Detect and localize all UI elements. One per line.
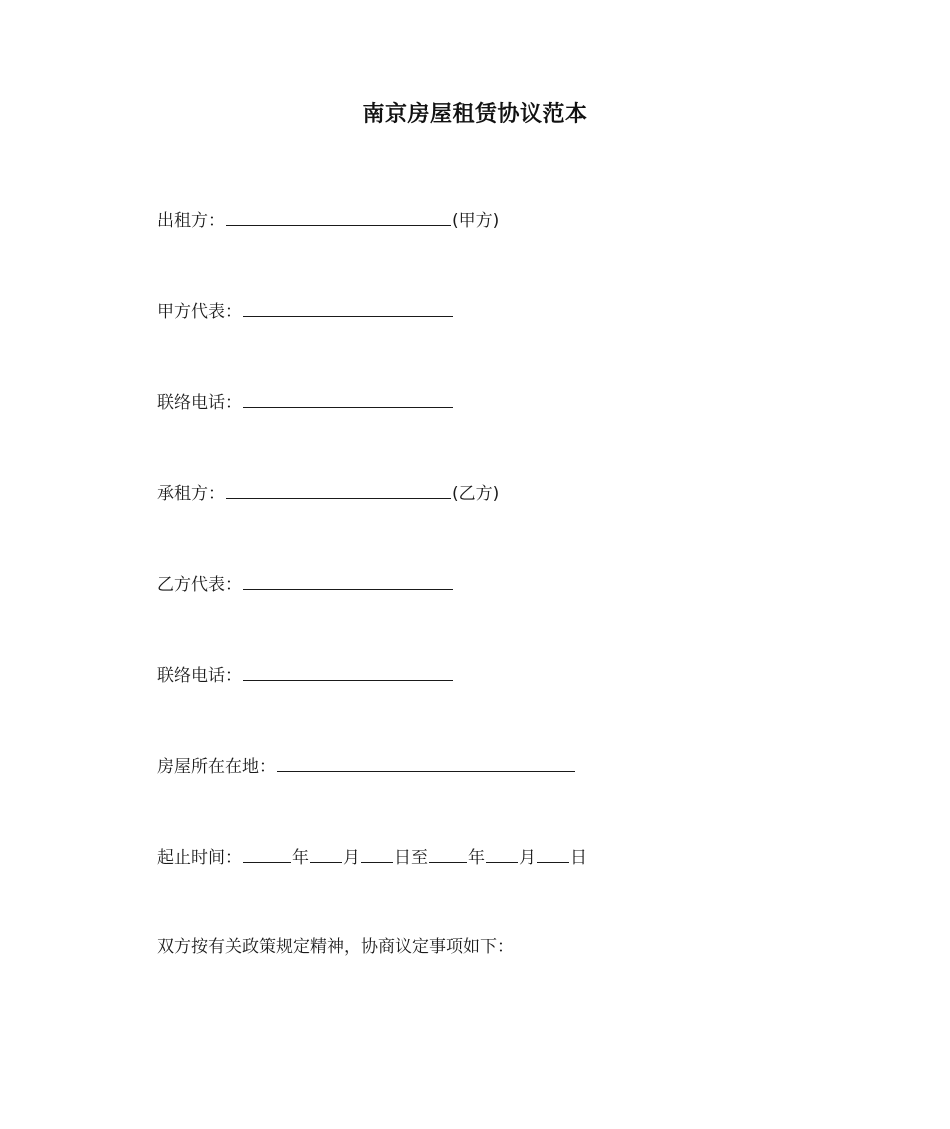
- party-a-rep-label: 甲方代表：: [157, 302, 242, 322]
- lessor-label: 出租方：: [157, 211, 225, 231]
- party-b-phone-blank[interactable]: [243, 662, 453, 681]
- end-day-blank[interactable]: [537, 844, 569, 863]
- lessee-blank[interactable]: [226, 480, 451, 499]
- lessee-label: 承租方：: [157, 484, 225, 504]
- start-day-blank[interactable]: [361, 844, 393, 863]
- start-year-blank[interactable]: [243, 844, 291, 863]
- party-b-rep-line: [157, 571, 454, 597]
- party-a-phone-line: [157, 389, 454, 415]
- party-b-rep-blank[interactable]: [243, 571, 453, 590]
- start-month-unit: 月: [343, 848, 360, 868]
- lessor-suffix: (甲方): [452, 211, 500, 231]
- party-a-rep-line: [157, 298, 454, 324]
- end-year-unit: 年: [468, 848, 485, 868]
- party-a-rep-blank[interactable]: [243, 298, 453, 317]
- lessee-suffix: (乙方): [452, 484, 500, 504]
- party-a-phone-label: 联络电话：: [157, 393, 242, 413]
- lessor-blank[interactable]: [226, 207, 451, 226]
- start-day-to: 日至: [394, 848, 428, 868]
- party-b-rep-label: 乙方代表：: [157, 575, 242, 595]
- document-title: 南京房屋租赁协议范本: [362, 102, 588, 127]
- address-label: 房屋所在在地：: [157, 757, 276, 777]
- end-year-blank[interactable]: [429, 844, 467, 863]
- party-b-phone-line: [157, 662, 454, 688]
- address-line: [157, 753, 576, 779]
- lessee-line: [157, 480, 499, 506]
- lessor-line: [157, 207, 499, 233]
- agreement-intro: 双方按有关政策规定精神，协商议定事项如下：: [157, 937, 514, 957]
- start-month-blank[interactable]: [310, 844, 342, 863]
- start-year-unit: 年: [292, 848, 309, 868]
- period-line: [157, 844, 587, 870]
- period-label: 起止时间：: [157, 848, 242, 868]
- party-b-phone-label: 联络电话：: [157, 666, 242, 686]
- address-blank[interactable]: [277, 753, 575, 772]
- end-month-blank[interactable]: [486, 844, 518, 863]
- party-a-phone-blank[interactable]: [243, 389, 453, 408]
- end-day-unit: 日: [570, 848, 587, 868]
- end-month-unit: 月: [519, 848, 536, 868]
